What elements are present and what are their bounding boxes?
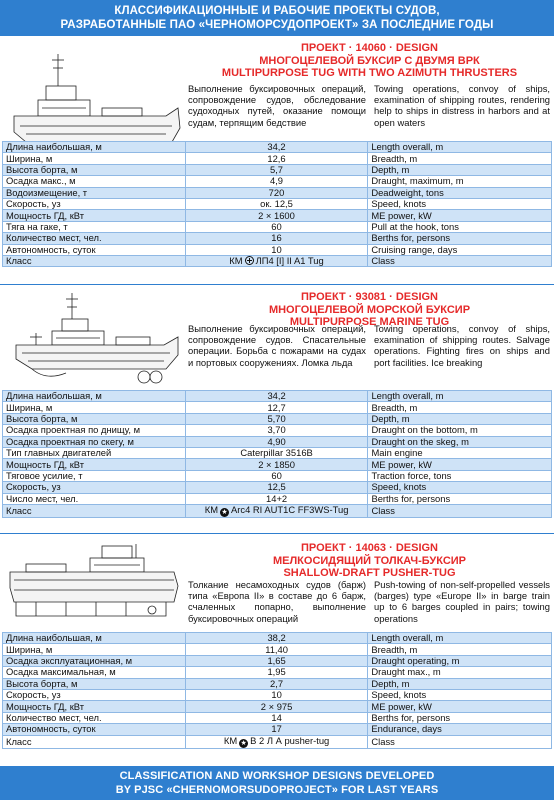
table-row — [3, 689, 552, 700]
param-value: 5,70 — [185, 413, 368, 424]
class-row — [3, 504, 552, 517]
param-value: 10 — [185, 244, 368, 255]
param-name-en: Berths for, persons — [368, 493, 552, 504]
param-value: 38,2 — [185, 633, 368, 644]
param-name-en: Draught on the bottom, m — [368, 425, 552, 436]
param-name-ru: Осадка проектная по скегу, м — [3, 436, 186, 447]
param-name-en: Breadth, m — [368, 153, 552, 164]
param-name-en: ME power, kW — [368, 459, 552, 470]
param-name-ru: Осадка проектная по днищу, м — [3, 425, 186, 436]
param-value: 5,7 — [185, 164, 368, 175]
param-value: 2 × 975 — [185, 701, 368, 712]
table-row — [3, 164, 552, 175]
param-value: 720 — [185, 187, 368, 198]
param-name-en: Breadth, m — [368, 402, 552, 413]
param-value: 2,7 — [185, 678, 368, 689]
description-ru: Толкание несамоходных судов (барж) типа «Европа II» в составе до 6 барж, счаленных попарно, выполнение буксировочных операций — [188, 579, 366, 624]
project-name-en: MULTIPURPOSE TUG WITH TWO AZIMUTH THRUSTERS — [221, 67, 518, 80]
param-name-ru: Скорость, уз — [3, 482, 186, 493]
param-name-en: ME power, kW — [368, 210, 552, 221]
param-name-ru: Длина наибольшая, м — [3, 391, 186, 402]
param-value: Caterpillar 3516B — [185, 447, 368, 458]
param-name-ru: Число мест, чел. — [3, 493, 186, 504]
class-label-ru: Класс — [3, 255, 186, 266]
table-row — [3, 482, 552, 493]
specs-table — [2, 390, 552, 518]
param-name-ru: Высота борта, м — [3, 413, 186, 424]
description-ru: Выполнение буксировочных операций, сопровождение судов, обследование судоходных путей, оказание помощи судам, терпящим бедствие — [188, 83, 366, 128]
param-name-en: Depth, m — [368, 164, 552, 175]
section-divider — [0, 284, 554, 285]
class-notation — [185, 255, 368, 266]
table-row — [3, 210, 552, 221]
table-row — [3, 655, 552, 666]
param-value: 34,2 — [185, 142, 368, 153]
param-name-en: Length overall, m — [368, 633, 552, 644]
project-name-ru: МНОГОЦЕЛЕВОЙ МОРСКОЙ БУКСИР — [268, 303, 471, 316]
pusher-tug-14063-drawing — [6, 540, 184, 628]
table-row — [3, 176, 552, 187]
class-prefix: КМ — [223, 735, 238, 746]
param-value: 12,6 — [185, 153, 368, 164]
param-value: 14 — [185, 712, 368, 723]
param-name-en: Berths for, persons — [368, 712, 552, 723]
param-name-en: Draught, maximum, m — [368, 176, 552, 187]
page-footer — [0, 766, 554, 800]
param-value: 2 × 1850 — [185, 459, 368, 470]
param-name-en: Depth, m — [368, 678, 552, 689]
project-number: ПРОЕКТ · 14063 · DESIGN — [300, 542, 438, 554]
table-row — [3, 712, 552, 723]
project-title — [187, 42, 552, 80]
param-value: 17 — [185, 724, 368, 735]
class-notation — [185, 504, 368, 517]
param-name-en: Speed, knots — [368, 689, 552, 700]
header-line-2: РАЗРАБОТАННЫЕ ПАО «ЧЕРНОМОРСУДОПРОЕКТ» ЗА ПОСЛЕДНИЕ ГОДЫ — [60, 19, 494, 31]
project-number: ПРОЕКТ · 14060 · DESIGN — [300, 42, 438, 54]
table-row — [3, 701, 552, 712]
table-row — [3, 425, 552, 436]
register-star-icon: ★ — [221, 508, 228, 516]
class-label-ru: Класс — [3, 735, 186, 748]
table-row — [3, 493, 552, 504]
param-name-ru: Количество мест, чел. — [3, 712, 186, 723]
param-value: 60 — [185, 221, 368, 232]
param-name-ru: Ширина, м — [3, 644, 186, 655]
param-name-en: Draught max., m — [368, 667, 552, 678]
param-name-en: Length overall, m — [368, 142, 552, 153]
class-prefix: КМ — [229, 255, 243, 267]
table-row — [3, 413, 552, 424]
class-label-en: Class — [368, 504, 552, 517]
param-name-en: Draught on the skeg, m — [368, 436, 552, 447]
param-name-ru: Длина наибольшая, м — [3, 142, 186, 153]
description-en: Towing operations, convoy of ships, examination of shipping routes, rendering help to ships in distress in harbors and at open waters — [374, 83, 550, 128]
table-row — [3, 142, 552, 153]
param-name-en: Draught operating, m — [368, 655, 552, 666]
section-divider — [0, 533, 554, 534]
table-row — [3, 667, 552, 678]
class-row — [3, 735, 552, 748]
param-name-en: Pull at the hook, tons — [368, 221, 552, 232]
param-name-ru: Мощность ГД, кВт — [3, 459, 186, 470]
param-name-ru: Тип главных двигателей — [3, 447, 186, 458]
project-name-ru: МЕЛКОСИДЯЩИЙ ТОЛКАЧ-БУКСИР — [272, 554, 467, 567]
register-star-icon: ★ — [240, 739, 247, 747]
table-row — [3, 402, 552, 413]
param-name-ru: Ширина, м — [3, 402, 186, 413]
class-suffix: Arc4 RI AUT1C FF3WS-Tug — [231, 504, 349, 515]
param-name-en: Endurance, days — [368, 724, 552, 735]
param-value: ок. 12,5 — [185, 198, 368, 209]
description-en: Push-towing of non-self-propelled vessels (barges) type «Europe II» in barge train up to 6 barges coupled in pairs; towing operations — [374, 579, 550, 624]
param-name-en: Main engine — [368, 447, 552, 458]
param-name-en: Cruising range, days — [368, 244, 552, 255]
param-value: 1,65 — [185, 655, 368, 666]
table-row — [3, 221, 552, 232]
param-value: 4,9 — [185, 176, 368, 187]
param-name-ru: Ширина, м — [3, 153, 186, 164]
param-value: 12,7 — [185, 402, 368, 413]
project-title — [187, 542, 552, 580]
project-name-ru: МНОГОЦЕЛЕВОЙ БУКСИР С ДВУМЯ ВРК — [259, 54, 480, 67]
table-row — [3, 436, 552, 447]
param-name-ru: Высота борта, м — [3, 678, 186, 689]
param-name-en: Speed, knots — [368, 482, 552, 493]
param-value: 60 — [185, 470, 368, 481]
param-value: 10 — [185, 689, 368, 700]
project-number: ПРОЕКТ · 93081 · DESIGN — [300, 291, 438, 303]
param-name-en: Breadth, m — [368, 644, 552, 655]
class-row — [3, 255, 552, 266]
param-name-en: Traction force, tons — [368, 470, 552, 481]
specs-table — [2, 632, 552, 749]
param-value: 14+2 — [185, 493, 368, 504]
table-row — [3, 633, 552, 644]
table-row — [3, 678, 552, 689]
param-value: 34,2 — [185, 391, 368, 402]
tug-93081-drawing — [6, 289, 184, 389]
header-line-1: КЛАССИФИКАЦИОННЫЕ И РАБОЧИЕ ПРОЕКТЫ СУДОВ, — [114, 5, 440, 17]
table-row — [3, 391, 552, 402]
class-suffix: ЛП4 [I] II A1 Tug — [255, 255, 324, 267]
param-value: 12,5 — [185, 482, 368, 493]
param-name-en: Deadweight, tons — [368, 187, 552, 198]
table-row — [3, 470, 552, 481]
param-name-ru: Тяга на гаке, т — [3, 221, 186, 232]
class-prefix: КМ — [204, 504, 219, 515]
param-name-en: Berths for, persons — [368, 233, 552, 244]
param-name-en: ME power, kW — [368, 701, 552, 712]
param-value: 11,40 — [185, 644, 368, 655]
param-name-ru: Мощность ГД, кВт — [3, 701, 186, 712]
specs-table — [2, 141, 552, 267]
param-name-ru: Водоизмещение, т — [3, 187, 186, 198]
param-name-ru: Автономность, суток — [3, 724, 186, 735]
table-row — [3, 447, 552, 458]
class-suffix: В 2 Л А pusher-tug — [250, 735, 330, 746]
param-name-ru: Скорость, уз — [3, 689, 186, 700]
param-name-en: Speed, knots — [368, 198, 552, 209]
param-value: 3,70 — [185, 425, 368, 436]
param-name-ru: Осадка макс., м — [3, 176, 186, 187]
description-en: Towing operations, convoy of ships, examination of shipping routes. Salvage operations. Fighting fires on ships and port facilities. Ice breaking — [374, 323, 550, 368]
param-name-ru: Мощность ГД, кВт — [3, 210, 186, 221]
param-value: 2 × 1600 — [185, 210, 368, 221]
table-row — [3, 724, 552, 735]
param-name-ru: Осадка максимальная, м — [3, 667, 186, 678]
param-value: 1,95 — [185, 667, 368, 678]
class-label-ru: Класс — [3, 504, 186, 517]
table-row — [3, 244, 552, 255]
param-name-ru: Высота борта, м — [3, 164, 186, 175]
description-ru: Выполнение буксировочных операций, сопровождение судов. Спасательные операции. Борьба с пожарами на судах и портовых сооружениях. Ломка льда — [188, 323, 366, 368]
param-name-en: Length overall, m — [368, 391, 552, 402]
param-name-ru: Количество мест, чел. — [3, 233, 186, 244]
param-name-en: Depth, m — [368, 413, 552, 424]
param-name-ru: Длина наибольшая, м — [3, 633, 186, 644]
param-value: 4,90 — [185, 436, 368, 447]
footer-line-2: BY PJSC «CHERNOMORSUDOPROJECT» FOR LAST YEARS — [115, 784, 439, 796]
class-label-en: Class — [368, 735, 552, 748]
param-name-ru: Автономность, суток — [3, 244, 186, 255]
project-name-en: MULTIPURPOSE MARINE TUG — [289, 316, 450, 329]
page-header — [0, 0, 554, 36]
class-notation — [185, 735, 368, 748]
param-value: 16 — [185, 233, 368, 244]
param-name-ru: Тяговое усилие, т — [3, 470, 186, 481]
table-row — [3, 187, 552, 198]
table-row — [3, 153, 552, 164]
table-row — [3, 198, 552, 209]
table-row — [3, 644, 552, 655]
register-cross-icon — [245, 256, 254, 265]
footer-line-1: CLASSIFICATION AND WORKSHOP DESIGNS DEVELOPED — [119, 770, 435, 782]
class-label-en: Class — [368, 255, 552, 266]
param-name-ru: Осадка эксплуатационная, м — [3, 655, 186, 666]
param-name-ru: Скорость, уз — [3, 198, 186, 209]
table-row — [3, 459, 552, 470]
table-row — [3, 233, 552, 244]
project-name-en: SHALLOW-DRAFT PUSHER-TUG — [283, 567, 456, 580]
